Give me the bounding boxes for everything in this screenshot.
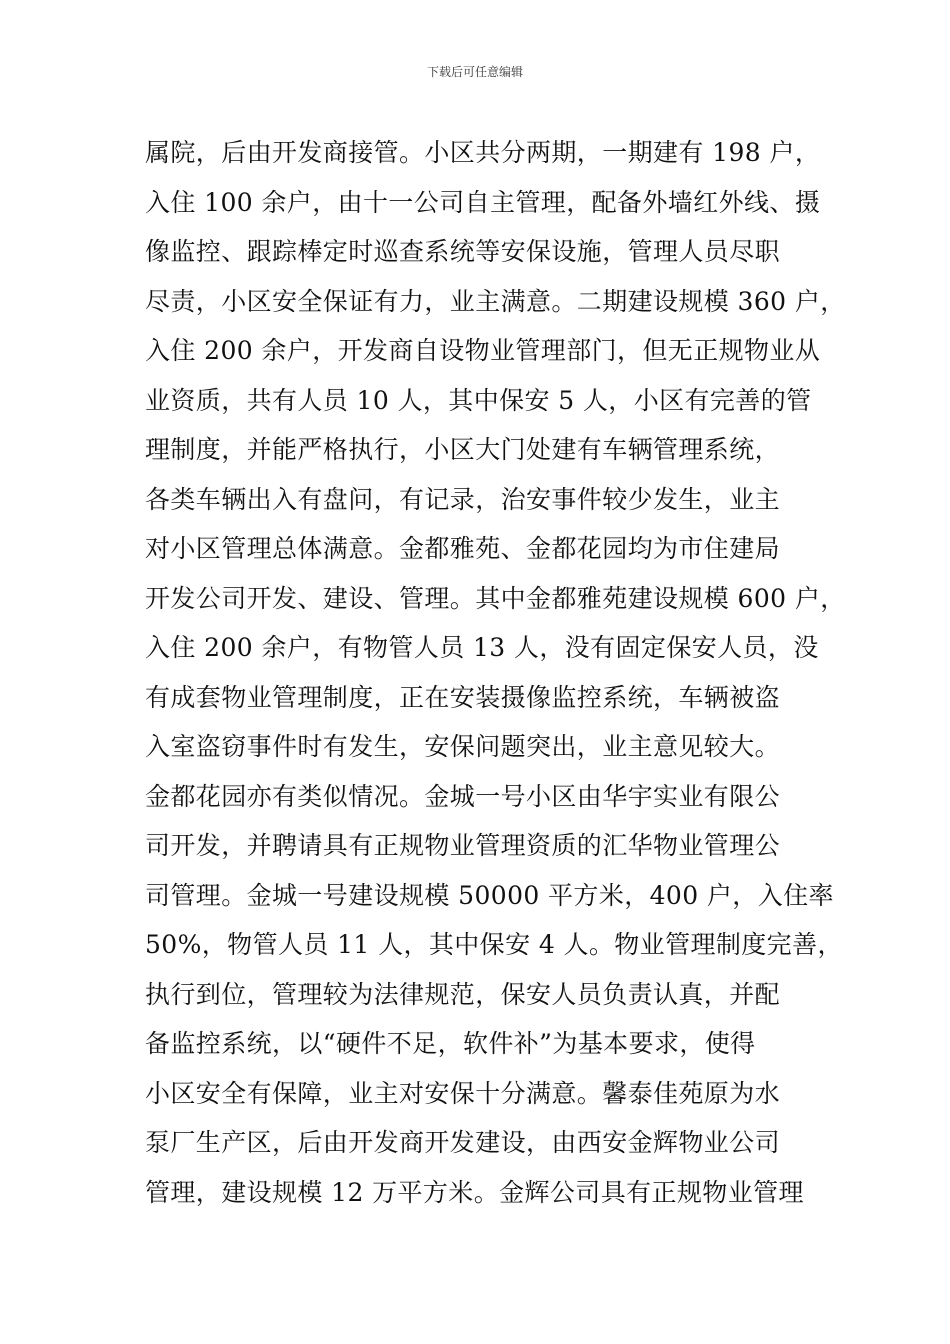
text-line: 像监控、跟踪棒定时巡查系统等安保设施，管理人员尽职 — [145, 237, 781, 266]
text-line: 管理，建设规模 12 万平方米。金辉公司具有正规物业管理 — [145, 1177, 804, 1207]
text-line: 50%，物管人员 11 人，其中保安 4 人。物业管理制度完善， — [145, 930, 843, 959]
text-line: 小区安全有保障，业主对安保十分满意。馨泰佳苑原为水 — [145, 1078, 781, 1108]
text-line: 入住 200 余户，有物管人员 13 人，没有固定保安人员，没 — [145, 633, 819, 662]
body-paragraph — [145, 128, 846, 1217]
text-line: 司管理。金城一号建设规模 50000 平方米，400 户，入住率 — [145, 880, 834, 910]
text-line: 理制度，并能严格执行，小区大门处建有车辆管理系统， — [145, 435, 781, 464]
text-line: 开发公司开发、建设、管理。其中金都雅苑建设规模 600 户， — [145, 583, 846, 613]
text-line: 各类车辆出入有盘问，有记录，治安事件较少发生，业主 — [145, 484, 781, 514]
text-line: 尽责，小区安全保证有力，业主满意。二期建设规模 360 户， — [145, 286, 846, 316]
text-line: 入室盗窃事件时有发生，安保问题突出，业主意见较大。 — [145, 732, 781, 761]
text-line: 金都花园亦有类似情况。金城一号小区由华宇实业有限公 — [145, 781, 781, 811]
text-line: 入住 200 余户，开发商自设物业管理部门，但无正规物业从 — [145, 336, 821, 365]
text-line: 有成套物业管理制度，正在安装摄像监控系统，车辆被盗 — [145, 682, 781, 712]
text-line: 备监控系统，以“硬件不足，软件补”为基本要求，使得 — [145, 1029, 756, 1058]
text-line: 属院，后由开发商接管。小区共分两期，一期建有 198 户， — [145, 138, 821, 167]
text-line: 司开发，并聘请具有正规物业管理资质的汇华物业管理公 — [145, 831, 781, 860]
text-line: 入住 100 余户，由十一公司自主管理，配备外墙红外线、摄 — [145, 187, 821, 217]
text-line: 业资质，共有人员 10 人，其中保安 5 人，小区有完善的管 — [145, 385, 812, 415]
text-line: 对小区管理总体满意。金都雅苑、金都花园均为市住建局 — [145, 534, 781, 563]
text-line: 泵厂生产区，后由开发商开发建设，由西安金辉物业公司 — [145, 1128, 781, 1157]
page-header-note: 下载后可任意编辑 — [426, 65, 523, 79]
text-line: 执行到位，管理较为法律规范，保安人员负责认真，并配 — [145, 979, 781, 1009]
